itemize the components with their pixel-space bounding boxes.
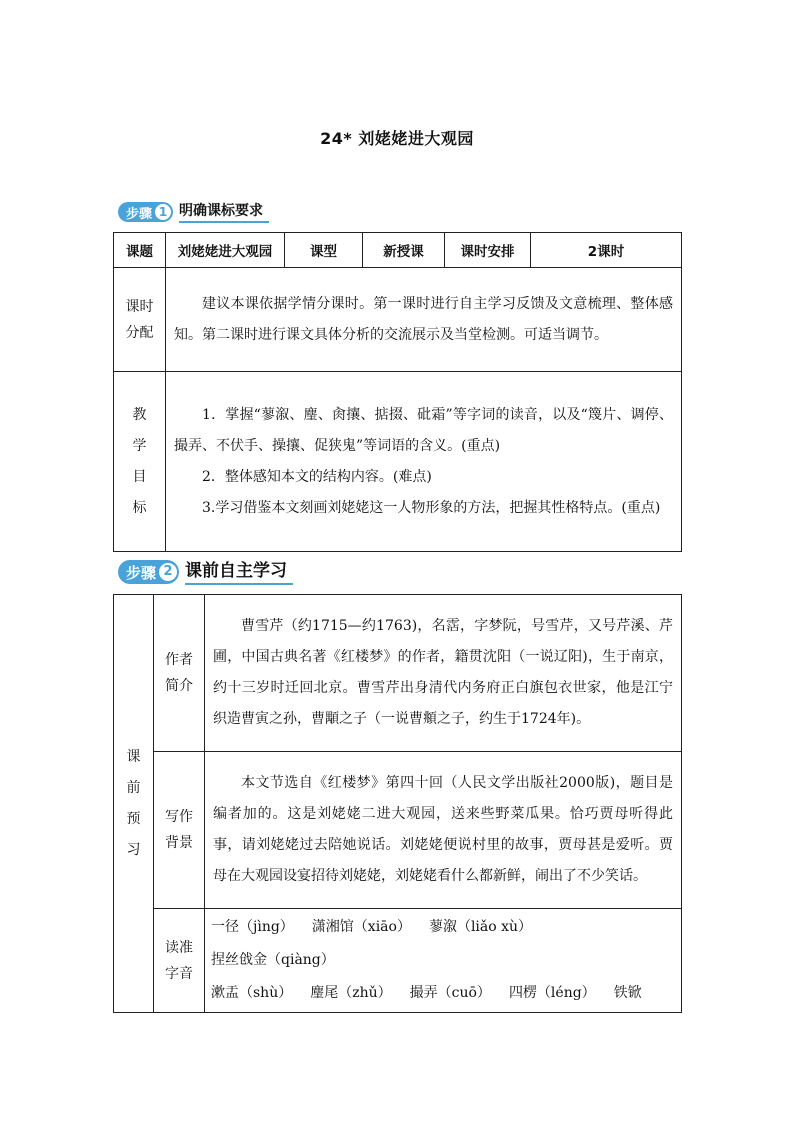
pron-item: 捏丝戗金（qiàng） — [211, 952, 335, 968]
pron-item: 一径（jìng） — [211, 919, 294, 935]
preview-label-char: 习 — [126, 841, 141, 858]
background-row — [114, 752, 682, 909]
pron-item: 四楞（léng） — [508, 985, 596, 1001]
header-row — [114, 233, 682, 268]
header-cell-type-label: 课型 — [285, 233, 363, 268]
allocation-label-line-1: 课时 — [125, 298, 154, 315]
lesson-plan-table — [113, 232, 682, 552]
header-cell-topic: 刘姥姥进大观园 — [166, 233, 285, 268]
pron-item: 潇湘馆（xiāo） — [311, 919, 411, 935]
pronunciation-row — [114, 909, 682, 1013]
author-label — [154, 595, 205, 752]
goal-item-1: 1．掌握“蓼溆、麈、肏攘、掂掇、砒霜”等字词的读音，以及“篾片、调停、撮弄、不伏手、操攘、促狭鬼”等词语的含义。(重点) — [174, 406, 673, 454]
author-text — [205, 595, 682, 752]
goal-item-3: 3.学习借鉴本文刻画刘姥姥这一人物形象的方法，把握其性格特点。(重点) — [202, 499, 661, 516]
goals-label — [114, 372, 166, 552]
pron-item: 蓼溆（liǎo xù） — [428, 919, 533, 935]
preview-table — [113, 594, 682, 1013]
pronunciation-line-2 — [211, 977, 675, 1010]
step-1-badge — [118, 202, 173, 222]
step-1-title: 明确课标要求 — [179, 201, 269, 223]
preview-label-char: 课 — [126, 748, 141, 765]
author-row — [114, 595, 682, 752]
step-2-badge — [118, 560, 179, 584]
author-label-line-2: 简介 — [165, 678, 193, 694]
background-label-line-1: 写作 — [165, 809, 193, 825]
header-cell-topic-label: 课题 — [114, 233, 166, 268]
header-cell-type: 新授课 — [363, 233, 445, 268]
preview-side-label — [114, 595, 154, 1013]
goals-label-char: 目 — [132, 468, 147, 485]
goals-label-char: 学 — [132, 437, 147, 454]
allocation-paragraph: 建议本课依据学情分课时。第一课时进行自主学习反馈及文意梳理、整体感知。第二课时进行课文具体分析的交流展示及当堂检测。可适当调节。 — [174, 295, 673, 343]
step-2-header — [118, 561, 293, 583]
background-paragraph: 本文节选自《红楼梦》第四十回（人民文学出版社2000版)，题目是编者加的。这是刘姥姥二进大观园，送来些野菜瓜果。恰巧贾母听得此事，请刘姥姥过去陪她说话。刘姥姥便说村里的故事，贾母甚是爱听。贾母在大观园设宴招待刘姥姥，刘姥姥看什么都新鲜，闹出了不少笑话。 — [213, 775, 673, 884]
step-2-number: 2 — [159, 563, 177, 581]
pron-item: 漱盂（shù） — [211, 985, 293, 1001]
pron-item: 铁锨 — [613, 985, 642, 1001]
pronunciation-label — [154, 909, 205, 1013]
goals-text — [166, 372, 682, 552]
pronunciation-line-1 — [211, 911, 675, 977]
allocation-text — [166, 268, 682, 372]
allocation-label — [114, 268, 166, 372]
goals-label-char: 教 — [132, 406, 147, 423]
pronunciation-label-line-1: 读准 — [165, 939, 193, 956]
background-label-line-2: 背景 — [165, 835, 193, 851]
header-cell-hours-label: 课时安排 — [445, 233, 531, 268]
header-cell-hours: 2课时 — [531, 233, 682, 268]
pronunciation-label-line-2: 字音 — [165, 965, 193, 982]
background-text — [205, 752, 682, 909]
preview-label-char: 预 — [126, 810, 141, 827]
step-1-header — [118, 201, 269, 223]
background-label — [154, 752, 205, 909]
page-title: 24* 刘姥姥进大观园 — [320, 129, 474, 148]
preview-label-char: 前 — [126, 779, 141, 796]
goal-item-2: 2．整体感知本文的结构内容。(难点) — [202, 468, 432, 485]
allocation-row — [114, 268, 682, 372]
pron-item: 麈尾（zhǔ） — [310, 985, 392, 1001]
author-label-line-1: 作者 — [165, 652, 193, 668]
pronunciation-text — [205, 909, 682, 1013]
step-1-number: 1 — [155, 204, 171, 220]
step-2-title: 课前自主学习 — [185, 559, 293, 585]
goals-row — [114, 372, 682, 552]
step-1-pill-label: 步骤 — [126, 206, 153, 222]
allocation-label-line-2: 分配 — [125, 324, 154, 341]
step-2-pill-label: 步骤 — [126, 563, 157, 582]
pron-item: 撮弄（cuō） — [409, 985, 491, 1001]
author-paragraph: 曹雪芹（约1715—约1763)，名霑，字梦阮，号雪芹，又号芹溪、芹圃，中国古典名著《红楼梦》的作者，籍贯沈阳（一说辽阳)，生于南京，约十三岁时迁回北京。曹雪芹出身清代内务府正白旗包衣世家，他是江宁织造曹寅之孙，曹顒之子（一说曹頫之子，约生于1724年)。 — [213, 618, 673, 727]
goals-label-char: 标 — [132, 499, 147, 516]
